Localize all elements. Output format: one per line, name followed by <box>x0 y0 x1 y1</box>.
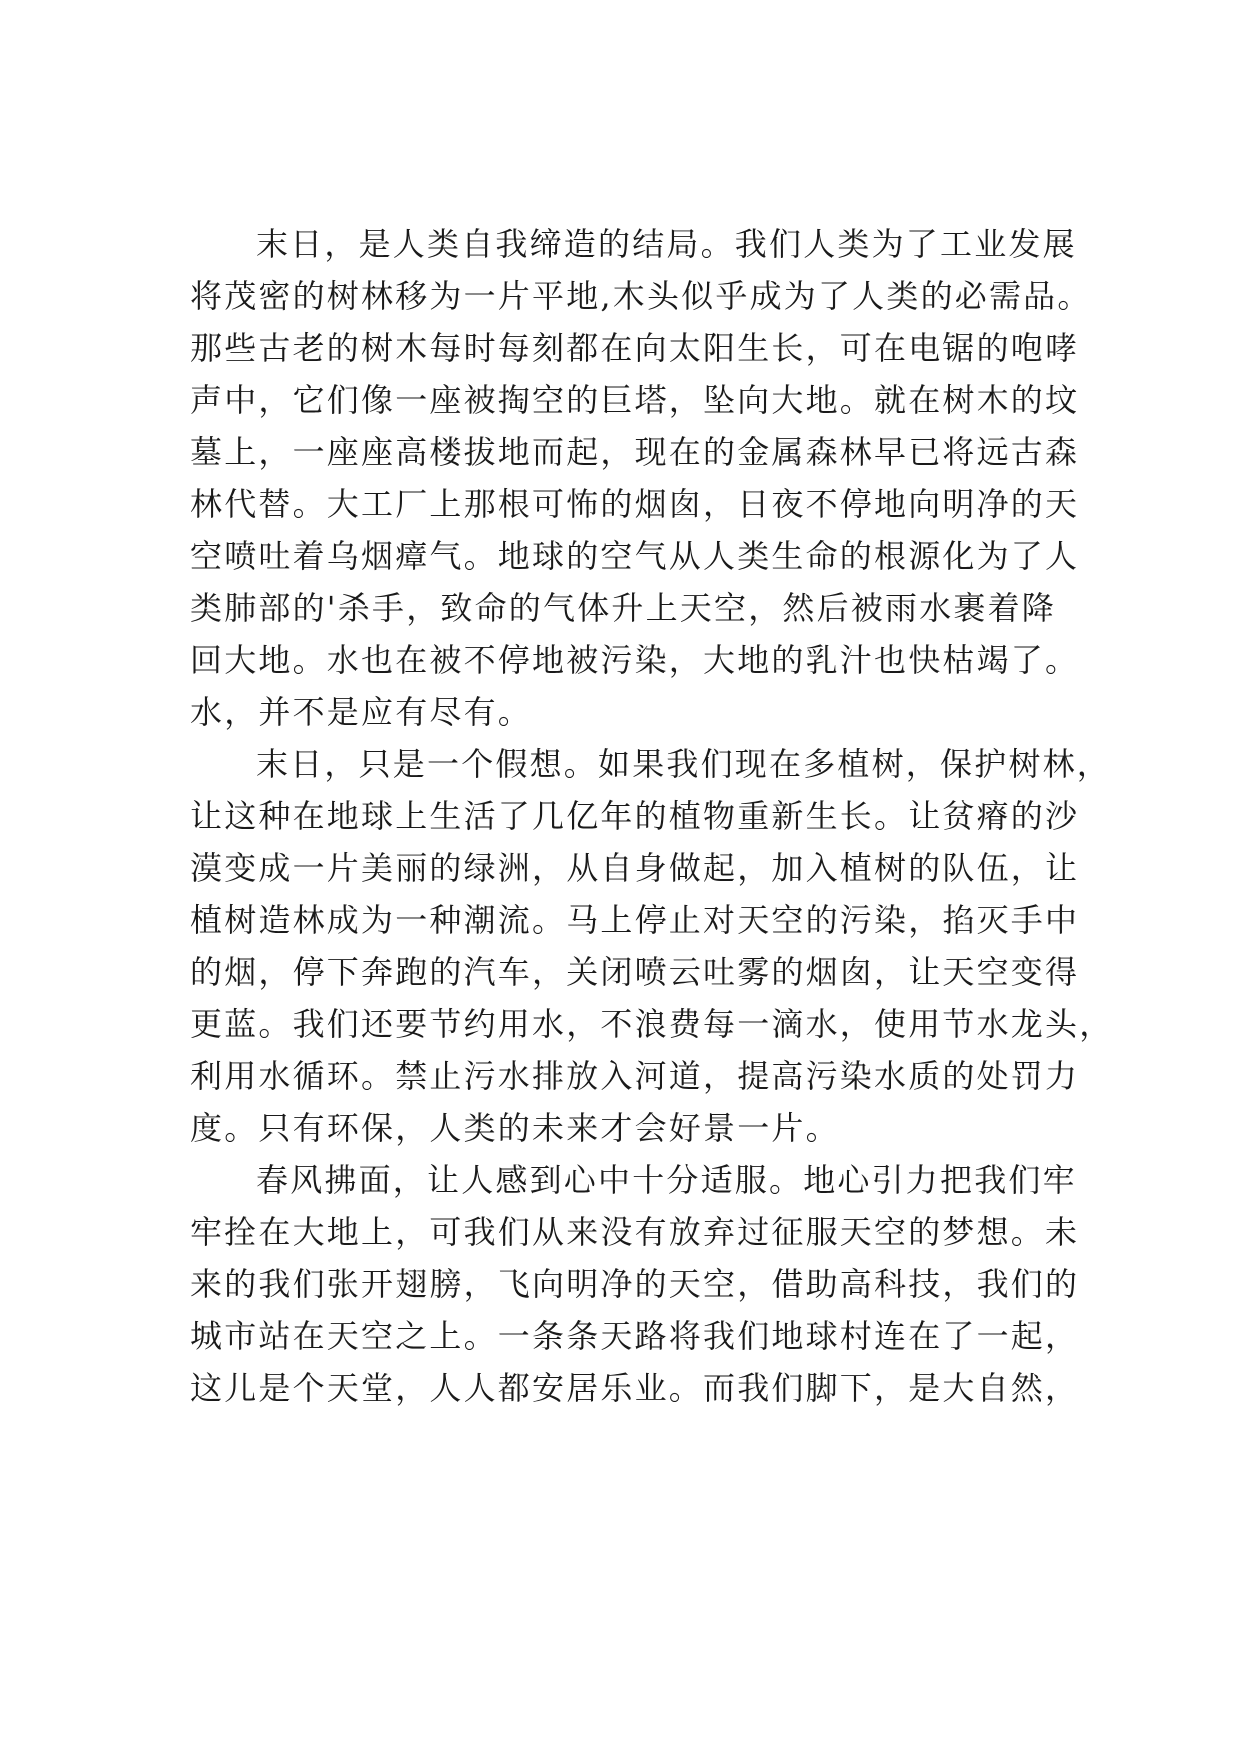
paragraph-first-line: 末日，只是一个假想。如果我们现在多植树，保护树林， <box>256 745 1112 783</box>
text-line: 声中，它们像一座被掏空的巨塔，坠向大地。就在树木的坟 <box>190 381 1080 419</box>
text-line: 这儿是个天堂，人人都安居乐业。而我们脚下，是大自然， <box>190 1369 1080 1407</box>
text-line: 回大地。水也在被不停地被污染，大地的乳汁也快枯竭了。 <box>190 641 1080 679</box>
text-line: 漠变成一片美丽的绿洲，从自身做起，加入植树的队伍，让 <box>190 849 1080 887</box>
text-line: 牢拴在大地上，可我们从来没有放弃过征服天空的梦想。未 <box>190 1213 1080 1251</box>
text-line: 类肺部的'杀手，致命的气体升上天空，然后被雨水裹着降 <box>190 589 1056 627</box>
text-line: 墓上，一座座高楼拔地而起，现在的金属森林早已将远古森 <box>190 433 1080 471</box>
text-line: 的烟，停下奔跑的汽车，关闭喷云吐雾的烟囱，让天空变得 <box>190 953 1080 991</box>
text-line: 植树造林成为一种潮流。马上停止对天空的污染，掐灭手中 <box>190 901 1080 939</box>
document-body <box>190 218 1114 1414</box>
text-line: 城市站在天空之上。一条条天路将我们地球村连在了一起， <box>190 1317 1080 1355</box>
text-line: 林代替。大工厂上那根可怖的烟囱，日夜不停地向明净的天 <box>190 485 1080 523</box>
text-line: 来的我们张开翅膀，飞向明净的天空，借助高科技，我们的 <box>190 1265 1080 1303</box>
paragraph-first-line: 春风拂面，让人感到心中十分适服。地心引力把我们牢 <box>256 1161 1077 1199</box>
text-line: 让这种在地球上生活了几亿年的植物重新生长。让贫瘠的沙 <box>190 797 1080 835</box>
text-line: 空喷吐着乌烟瘴气。地球的空气从人类生命的根源化为了人 <box>190 537 1080 575</box>
text-line: 度。只有环保，人类的未来才会好景一片。 <box>190 1109 840 1147</box>
text-line: 更蓝。我们还要节约用水，不浪费每一滴水，使用节水龙头， <box>190 1005 1114 1043</box>
paragraph-first-line: 末日，是人类自我缔造的结局。我们人类为了工业发展 <box>256 225 1077 263</box>
text-line: 水，并不是应有尽有。 <box>190 693 533 731</box>
text-line: 将茂密的树林移为一片平地,木头似乎成为了人类的必需品。 <box>190 277 1092 315</box>
text-line: 那些古老的树木每时每刻都在向太阳生长，可在电锯的咆哮 <box>190 329 1080 367</box>
text-line: 利用水循环。禁止污水排放入河道，提高污染水质的处罚力 <box>190 1057 1080 1095</box>
